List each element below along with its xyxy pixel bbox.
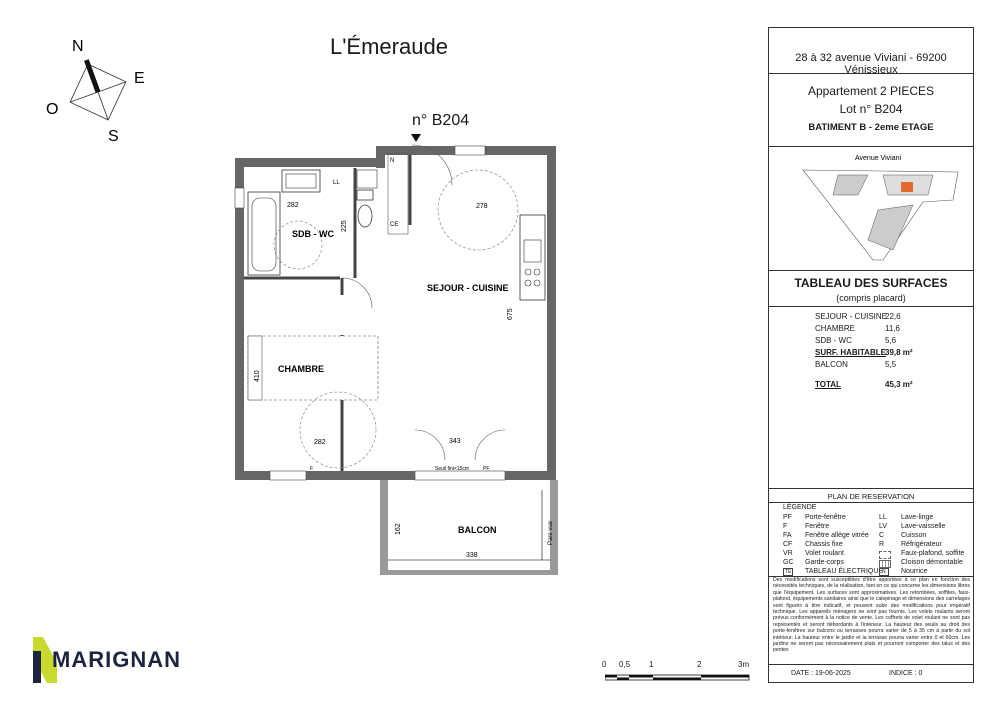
scale-label: 0,5 — [619, 660, 631, 669]
site-map-street-label: Avenue Viviani — [855, 155, 902, 162]
scale-bar — [600, 660, 750, 684]
legend-text: Réfrigérateur — [901, 541, 942, 548]
site-map — [773, 150, 969, 268]
legend-title: LÉGENDE — [783, 504, 817, 511]
legend-code: VR — [783, 550, 793, 557]
compass-rose — [40, 35, 160, 145]
surface-row-total: TOTAL 45,3 m² — [815, 380, 913, 389]
surfaces-table-title: TABLEAU DES SURFACES — [794, 276, 948, 290]
legend-code: LV — [879, 523, 888, 530]
apartment-type: Appartement 2 PIECES — [807, 84, 935, 98]
legend-text: Porte-fenêtre — [805, 514, 846, 521]
compass-n: N — [72, 38, 84, 55]
scale-label: 3m — [738, 660, 750, 669]
room-chambre-label: CHAMBRE — [278, 364, 324, 374]
lot-number: Lot n° B204 — [839, 102, 903, 116]
scale-label: 1 — [649, 660, 654, 669]
legend-text: Lave-linge — [901, 514, 934, 521]
legend-text: Nourrice — [901, 568, 928, 575]
disclaimer-notes: Des modifications sont susceptibles d'être apportées à ce plan en fonction des nécessités techniques, de la réalisation, tant en ce qui concerne les dimensions libres que l'équipement. Les surfaces sont approximatives. Les retombées, soffites, faux-plafond, équipements sanitaires ainsi que le calepinage et dimensions des carrelages sont figurés à titre indicatif, et peuvent subir des modifications pour impératif technique. Les appareils ménagers ne sont pas fournis. Les volets roulants seront prévus conformément à la notice de vente. Les coffrets de volet roulant ne sont pas représentés et seront débordants à l'intérieur. La hauteur des seuils au droit des porte-fenêtres sur balcons ou terrasses pourra varier de 5 à 35 cm à partir du sol intérieur. La hauteur entre le jardin et la terrasse pourra varier entre 0 et 60cm. Les jardins ne seront pas nécessairement plats et pourront comporter des talus et des pentes — [773, 577, 970, 654]
legend-text: Volet roulant — [805, 550, 844, 557]
surface-row-habitable: SURF. HABITABLE 39,8 m² — [815, 348, 913, 357]
scale-bar-graphic — [605, 674, 750, 682]
surface-row: BALCON 5,5 — [815, 360, 897, 369]
dim-chambre-w: 282 — [314, 439, 326, 446]
compass-s: S — [108, 128, 119, 145]
room-sejour-label: SEJOUR - CUISINE — [427, 283, 509, 293]
legend-text: Fenêtre — [805, 523, 830, 530]
legend-code: C — [879, 532, 885, 539]
legend-text: Lave-vaisselle — [901, 523, 946, 530]
date-index-bar — [769, 664, 973, 683]
surface-row: SDB - WC 5,6 — [815, 336, 897, 345]
address: 28 à 32 avenue Viviani - 69200 Vénissieux — [795, 52, 947, 76]
legend-code: R — [879, 541, 885, 548]
label-f: F — [310, 466, 314, 472]
legend-text: Faux-plafond, soffite — [901, 550, 965, 557]
compass-e: E — [134, 70, 145, 87]
legend-text: Cuisson — [901, 532, 927, 539]
cloison-swatch-icon — [879, 560, 891, 568]
dim-balcon-h: 162 — [395, 523, 402, 535]
plan-title: PLAN DE RESERVATION — [827, 492, 915, 501]
legend-text: Chassis fixe — [805, 541, 843, 548]
faux-plafond-swatch-icon — [879, 551, 891, 559]
room-sdb-label: SDB - WC — [292, 229, 334, 239]
legend-code: FA — [783, 532, 792, 539]
legend-code: F — [783, 523, 788, 530]
dim-sdb-h: 225 — [341, 220, 348, 232]
surfaces-table-subtitle: (compris placard) — [836, 293, 906, 303]
legend-code: CF — [783, 541, 793, 548]
index-label: INDICE : 0 — [889, 670, 923, 677]
dim-chambre-h: 410 — [254, 370, 261, 382]
legend-text: Fenêtre allège vitrée — [805, 532, 869, 539]
legend-text: TABLEAU ÉLECTRIQUE — [805, 568, 884, 575]
dim-sejour-w: 278 — [476, 203, 488, 210]
label-ce: CE — [390, 222, 399, 228]
scale-label: 2 — [697, 660, 702, 669]
label-n: N — [390, 158, 395, 164]
surface-row: SEJOUR - CUISINE 22,6 — [815, 312, 901, 321]
label-seuil: Seuil fini<15cm — [435, 466, 470, 472]
legend-text: Garde-corps — [805, 559, 844, 566]
scale-label: 0 — [602, 660, 607, 669]
legend-code: LL — [879, 514, 887, 521]
lot-label: n° B204 — [412, 112, 470, 129]
marignan-logo-text: MARIGNAN — [52, 647, 181, 672]
legend-code: GC — [783, 559, 794, 566]
dim-sdb-w: 282 — [287, 202, 299, 209]
legend-code: PF — [783, 514, 792, 521]
legend-text: Cloison démontable — [901, 559, 963, 566]
room-balcon-label: BALCON — [458, 525, 497, 535]
building-floor: BATIMENT B - 2eme ETAGE — [808, 122, 934, 133]
dim-sejour-h: 675 — [507, 308, 514, 320]
dim-balcon-w: 338 — [466, 552, 478, 559]
info-panel — [768, 27, 974, 683]
label-pf: PF — [483, 466, 490, 472]
project-title: L'Émeraude — [330, 34, 448, 59]
date-label: DATE : 19-06-2025 — [791, 670, 851, 677]
floor-plan — [230, 140, 570, 585]
dim-sejour-w2: 343 — [449, 438, 461, 445]
surface-row: CHAMBRE 11,6 — [815, 324, 900, 333]
label-pare-vue: Pare vue — [548, 520, 554, 545]
legend-code: TE — [785, 569, 792, 575]
compass-o: O — [46, 101, 59, 118]
legend-code: N — [879, 568, 889, 576]
label-ll: LL — [333, 180, 340, 186]
